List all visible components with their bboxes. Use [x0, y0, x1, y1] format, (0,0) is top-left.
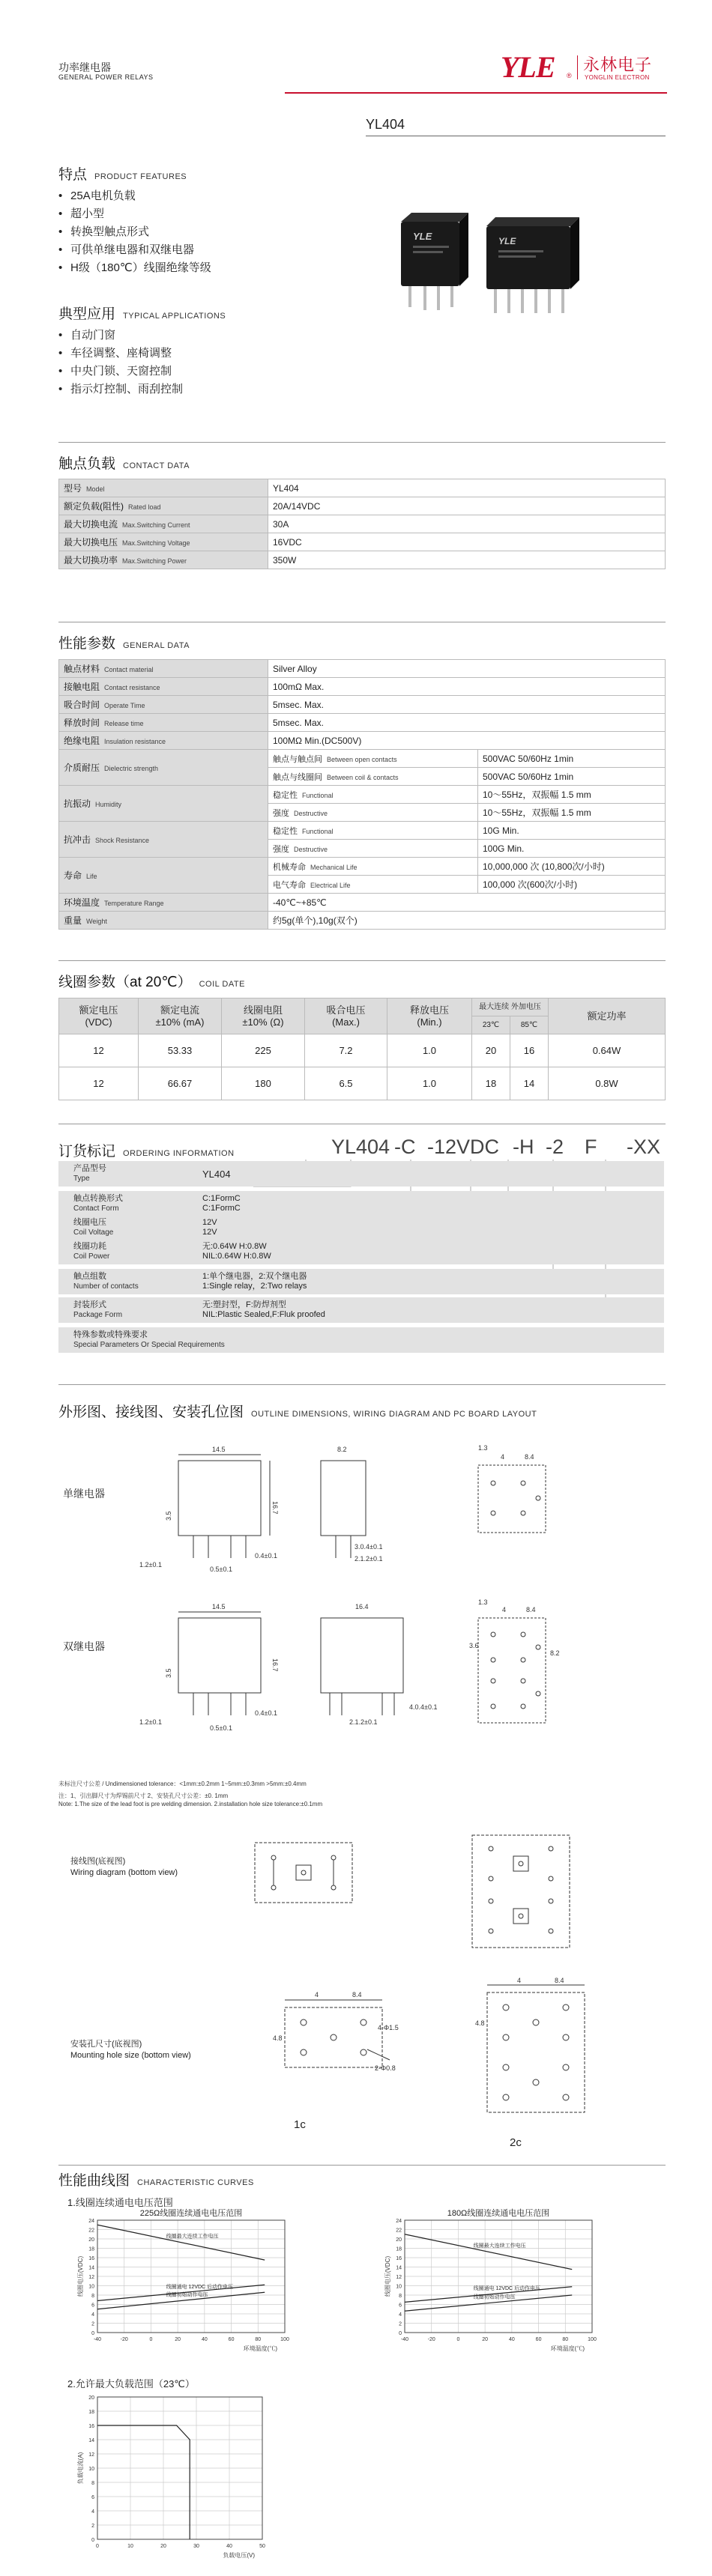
applications-list: [58, 327, 183, 398]
svg-text:8.2: 8.2: [337, 1446, 347, 1453]
table-row: 电气寿命 Electrical Life 100,000 次(600次/小时): [59, 876, 666, 894]
x-tick-label: 20: [175, 2337, 181, 2342]
series-label: 线圈最大连续工作电压: [166, 2234, 219, 2240]
order-row-power: 线圈功耗 Coil Power 无:0.64W H:0.8W NIL:0.64W H:0.8W: [58, 1239, 664, 1264]
svg-text:4.0.4±0.1: 4.0.4±0.1: [409, 1703, 438, 1711]
chart-title: 180Ω线圈连续通电电压范围: [447, 2209, 550, 2218]
double-relay-label: 双继电器: [63, 1640, 105, 1652]
list-item: • 指示灯控制、雨刮控制: [58, 381, 183, 398]
product-photo: [378, 201, 588, 328]
svg-text:1.3: 1.3: [478, 1444, 488, 1452]
coil-table: [58, 998, 666, 1100]
x-tick-label: 20: [482, 2337, 489, 2342]
svg-text:3.5: 3.5: [165, 1668, 172, 1678]
svg-text:4.8: 4.8: [273, 2034, 283, 2042]
y-tick-label: 4: [91, 2509, 94, 2515]
y-tick-label: 16: [88, 2424, 94, 2429]
table-row: 额定负载(阻性) Rated load 20A/14VDC: [59, 497, 666, 515]
y-tick-label: 24: [396, 2219, 402, 2224]
chart-225-ohm: [67, 2205, 315, 2363]
svg-text:4: 4: [517, 1978, 522, 1984]
y-tick-label: 10: [88, 2284, 94, 2290]
features-title: 特点 PRODUCT FEATURES: [58, 167, 187, 183]
general-title: 性能参数 GENERAL DATA: [58, 636, 190, 652]
y-tick-label: 8: [399, 2294, 402, 2299]
coil-title: 线圈参数（at 20℃） COIL DATE: [58, 975, 245, 990]
logo-mark: ®: [567, 72, 572, 79]
svg-text:3.5: 3.5: [165, 1511, 172, 1521]
y-tick-label: 0: [399, 2331, 402, 2336]
y-tick-label: 6: [91, 2303, 94, 2309]
y-tick-label: 14: [396, 2265, 402, 2271]
y-tick-label: 2: [91, 2524, 94, 2529]
y-tick-label: 14: [88, 2265, 94, 2271]
table-row: 重量 Weight 约5g(单个),10g(双个): [59, 912, 666, 930]
svg-text:14.5: 14.5: [212, 1603, 226, 1610]
svg-text:0.4±0.1: 0.4±0.1: [255, 1552, 277, 1560]
y-tick-label: 20: [88, 2395, 94, 2401]
y-tick-label: 8: [91, 2294, 94, 2299]
curves-sub2: 2.允许最大负载范围（23℃）: [67, 2378, 195, 2389]
company-cn: 永林电子: [583, 56, 653, 75]
list-item: • 可供单继电器和双继电器: [58, 241, 211, 259]
x-axis-label: 环境温度(℃): [243, 2345, 277, 2352]
y-tick-label: 0: [91, 2331, 94, 2336]
svg-text:8.4: 8.4: [526, 1606, 536, 1613]
table-row: 寿命 Life 机械寿命 Mechanical Life 10,000,000 次 (10,800次/小时): [59, 858, 666, 876]
x-tick-label: 0: [96, 2544, 99, 2549]
svg-text:2.1.2±0.1: 2.1.2±0.1: [349, 1718, 378, 1726]
y-axis-label: 负载电流(A): [77, 2452, 84, 2485]
chart-180-ohm: [375, 2205, 622, 2363]
series-label: 线圈通电 12VDC 后动作电压: [166, 2284, 234, 2290]
order-row-special: 特殊参数或特殊要求 Special Parameters Or Special Requirements: [58, 1327, 664, 1353]
svg-text:1.3: 1.3: [478, 1598, 488, 1606]
svg-text:14.5: 14.5: [212, 1446, 226, 1453]
y-tick-label: 2: [399, 2321, 402, 2327]
svg-text:0.4±0.1: 0.4±0.1: [255, 1709, 277, 1717]
svg-text:1.2±0.1: 1.2±0.1: [139, 1718, 162, 1726]
mount-diagrams: [240, 1978, 615, 2127]
order-row-type: 产品型号 Type YL404: [58, 1161, 664, 1187]
svg-text:YLE: YLE: [413, 231, 432, 242]
x-axis-label: 负载电压(V): [223, 2552, 255, 2559]
list-item: • 超小型: [58, 205, 211, 223]
x-tick-label: 100: [588, 2337, 597, 2342]
x-tick-label: -20: [427, 2337, 435, 2342]
x-tick-label: 20: [160, 2544, 166, 2549]
svg-text:0.5±0.1: 0.5±0.1: [210, 1724, 232, 1732]
x-tick-label: -40: [93, 2337, 102, 2342]
general-table: [58, 659, 666, 930]
table-row: 释放时间 Release time 5msec. Max.: [59, 714, 666, 732]
x-tick-label: -20: [120, 2337, 128, 2342]
y-tick-label: 22: [88, 2228, 94, 2234]
table-row: 最大切换功率 Max.Switching Power 350W: [59, 551, 666, 569]
series-line: [405, 2234, 572, 2270]
outline-title: 外形图、接线图、安装孔位图 OUTLINE DIMENSIONS, WIRING DIAGRAM AND PC BOARD LAYOUT: [58, 1404, 537, 1420]
svg-text:3.6: 3.6: [469, 1642, 479, 1649]
company-en: YONGLIN ELECTRON: [585, 74, 650, 81]
contact-title: 触点负载 CONTACT DATA: [58, 456, 190, 472]
table-row: 12 53.33 225 7.2 1.0 20 16 0.64W: [59, 1034, 666, 1067]
y-tick-label: 0: [91, 2538, 94, 2543]
series-label: 线圈通电 12VDC 后动作电压: [473, 2286, 541, 2292]
ordering-title: 订货标记 ORDERING INFORMATION: [58, 1144, 235, 1160]
order-row-package: 封装形式 Package Form 无:塑封型，F:防焊剂型 NIL:Plastic Sealed,F:Fluk proofed: [58, 1297, 664, 1323]
model-title: YL404: [366, 117, 405, 132]
logo-text: YLE: [501, 50, 555, 84]
order-row-contact: 触点转换形式 Contact Form C:1FormC C:1FormC: [58, 1191, 664, 1216]
x-axis-label: 环境温度(℃): [550, 2345, 585, 2352]
table-row: 触点与线圈间 Between coil & contacts 500VAC 50/60Hz 1min: [59, 768, 666, 786]
svg-text:3.0.4±0.1: 3.0.4±0.1: [355, 1543, 383, 1551]
wiring-diagrams: [247, 1828, 607, 1955]
svg-text:1.2±0.1: 1.2±0.1: [139, 1561, 162, 1569]
company-logo: [501, 49, 667, 87]
table-row: 吸合时间 Operate Time 5msec. Max.: [59, 696, 666, 714]
svg-text:8.4: 8.4: [555, 1978, 564, 1984]
table-row: 接触电阻 Contact resistance 100mΩ Max.: [59, 678, 666, 696]
contact-table: [58, 479, 666, 569]
list-item: • 自动门窗: [58, 327, 183, 345]
series-line: [97, 2225, 265, 2260]
x-tick-label: -40: [400, 2337, 409, 2342]
chart-title: 225Ω线圈连续通电电压范围: [139, 2209, 243, 2218]
y-tick-label: 12: [88, 2452, 94, 2458]
y-tick-label: 6: [91, 2495, 94, 2500]
header-cn-title: 功率继电器: [58, 61, 111, 73]
table-row: 环境温度 Temperature Range -40℃~+85℃: [59, 894, 666, 912]
y-tick-label: 16: [396, 2256, 402, 2261]
label-2c: 2c: [510, 2136, 522, 2149]
note-cn: 注：1、引出脚尺寸为焊锡前尺寸 2、安装孔尺寸公差：±0. 1mm: [58, 1792, 229, 1799]
order-code: YL404 -C -12VDC -H -2 F -XX: [331, 1136, 661, 1158]
svg-text:8.4: 8.4: [352, 1991, 362, 1998]
order-row-contacts: 触点组数 Number of contacts 1:单个继电器，2:双个继电器 1:Single relay，2:Two relays: [58, 1269, 664, 1294]
y-tick-label: 4: [399, 2312, 402, 2318]
y-tick-label: 6: [399, 2303, 402, 2309]
chart-max-load: [67, 2389, 315, 2562]
table-row: 12 66.67 180 6.5 1.0 18 14 0.8W: [59, 1067, 666, 1100]
table-row: 型号 Model YL404: [59, 479, 666, 497]
x-tick-label: 0: [149, 2337, 153, 2342]
mount-label: 安装孔尺寸(底视图) Mounting hole size (bottom view): [70, 2040, 191, 2060]
y-axis-label: 线圈电压(VDC): [384, 2255, 391, 2297]
y-tick-label: 18: [88, 2410, 94, 2415]
list-item: • 中央门锁、天窗控制: [58, 363, 183, 381]
y-tick-label: 18: [88, 2246, 94, 2252]
tolerance-note: 未标注尺寸公差 / Undimensioned tolerance：<1mm:±0.2mm 1~5mm:±0.3mm >5mm:±0.4mm: [58, 1781, 307, 1787]
x-tick-label: 30: [193, 2544, 199, 2549]
table-row: 最大切换电流 Max.Switching Current 30A: [59, 515, 666, 533]
svg-text:4.8: 4.8: [475, 2019, 485, 2027]
y-tick-label: 12: [88, 2275, 94, 2280]
y-tick-label: 22: [396, 2228, 402, 2234]
y-tick-label: 12: [396, 2275, 402, 2280]
series-label: 线圈初始动作电压: [166, 2292, 208, 2298]
svg-text:16.7: 16.7: [271, 1658, 279, 1672]
y-tick-label: 4: [91, 2312, 94, 2318]
x-tick-label: 80: [255, 2337, 262, 2342]
list-item: • 车径调整、座椅调整: [58, 345, 183, 363]
series-label: 线圈最大连续工作电压: [473, 2243, 526, 2249]
y-tick-label: 14: [88, 2438, 94, 2443]
x-tick-label: 10: [127, 2544, 133, 2549]
y-tick-label: 16: [88, 2256, 94, 2261]
x-tick-label: 60: [535, 2337, 542, 2342]
x-tick-label: 50: [259, 2544, 265, 2549]
list-item: • 转换型触点形式: [58, 223, 211, 241]
svg-text:2-Φ0.8: 2-Φ0.8: [375, 2064, 396, 2072]
y-tick-label: 24: [88, 2219, 94, 2224]
y-axis-label: 线圈电压(VDC): [77, 2255, 84, 2297]
table-row: 最大切换电压 Max.Switching Voltage 16VDC: [59, 533, 666, 551]
order-row-voltage: 线圈电压 Coil Voltage 12V 12V: [58, 1215, 664, 1240]
x-tick-label: 40: [508, 2337, 515, 2342]
y-tick-label: 10: [88, 2467, 94, 2472]
table-row: 强度 Destructive 10～55Hz，双振幅 1.5 mm: [59, 804, 666, 822]
note-en: Note: 1.The size of the lead foot is pre welding dimension. 2.installation hole size tolerance:±0.1mm: [58, 1801, 323, 1807]
wiring-label: 接线图(底视图) Wiring diagram (bottom view): [70, 1857, 178, 1877]
y-tick-label: 8: [91, 2481, 94, 2486]
svg-text:2.1.2±0.1: 2.1.2±0.1: [355, 1555, 383, 1563]
outline-drawings: [58, 1438, 666, 1753]
table-header-row: 额定电压 (VDC) 额定电流 ±10% (mA) 线圈电阻 ±10% (Ω) 吸合电压 (Max.) 释放电压 (Min.) 最大连续 外加电压 额定功率: [59, 998, 666, 1016]
x-tick-label: 40: [226, 2544, 232, 2549]
table-row: 强度 Destructive 100G Min.: [59, 840, 666, 858]
table-row: 抗冲击 Shock Resistance 稳定性 Functional 10G Min.: [59, 822, 666, 840]
svg-text:4: 4: [502, 1606, 507, 1613]
y-tick-label: 18: [396, 2246, 402, 2252]
x-tick-label: 60: [228, 2337, 235, 2342]
label-1c: 1c: [294, 2118, 306, 2131]
x-tick-label: 40: [201, 2337, 208, 2342]
curves-title: 性能曲线图 CHARACTERISTIC CURVES: [58, 2173, 254, 2189]
table-row: 触点材料 Contact material Silver Alloy: [59, 660, 666, 678]
list-item: • 25A电机负载: [58, 187, 211, 205]
x-tick-label: 80: [562, 2337, 569, 2342]
svg-text:8.4: 8.4: [525, 1453, 534, 1461]
series-label: 线圈初始动作电压: [473, 2294, 516, 2300]
header-en-title: GENERAL POWER RELAYS: [58, 73, 154, 81]
y-tick-label: 20: [396, 2237, 402, 2243]
svg-text:16.4: 16.4: [355, 1603, 369, 1610]
list-item: • H级（180℃）线圈绝缘等级: [58, 259, 211, 277]
y-tick-label: 10: [396, 2284, 402, 2290]
table-row: 绝缘电阻 Insulation resistance 100MΩ Min.(DC500V): [59, 732, 666, 750]
table-header-row: 23℃ 85℃: [59, 1016, 666, 1034]
features-list: [58, 187, 211, 277]
applications-title: 典型应用 TYPICAL APPLICATIONS: [58, 306, 226, 322]
x-tick-label: 100: [280, 2337, 289, 2342]
svg-text:4-Φ1.5: 4-Φ1.5: [378, 2024, 399, 2031]
svg-text:0.5±0.1: 0.5±0.1: [210, 1566, 232, 1573]
table-row: 抗振动 Humidity 稳定性 Functional 10～55Hz，双振幅 1.5 mm: [59, 786, 666, 804]
table-row: 介质耐压 Dielectric strength 触点与触点间 Between open contacts 500VAC 50/60Hz 1min: [59, 750, 666, 768]
svg-text:4: 4: [315, 1991, 319, 1998]
curves-sub1: 1.线圈连续通电电压范围: [67, 2197, 173, 2208]
svg-text:8.2: 8.2: [550, 1649, 560, 1657]
svg-text:YLE: YLE: [498, 236, 516, 246]
svg-text:4: 4: [501, 1453, 505, 1461]
x-tick-label: 0: [456, 2337, 460, 2342]
single-relay-label: 单继电器: [63, 1488, 105, 1500]
y-tick-label: 20: [88, 2237, 94, 2243]
svg-text:16.7: 16.7: [271, 1501, 279, 1515]
y-tick-label: 2: [91, 2321, 94, 2327]
